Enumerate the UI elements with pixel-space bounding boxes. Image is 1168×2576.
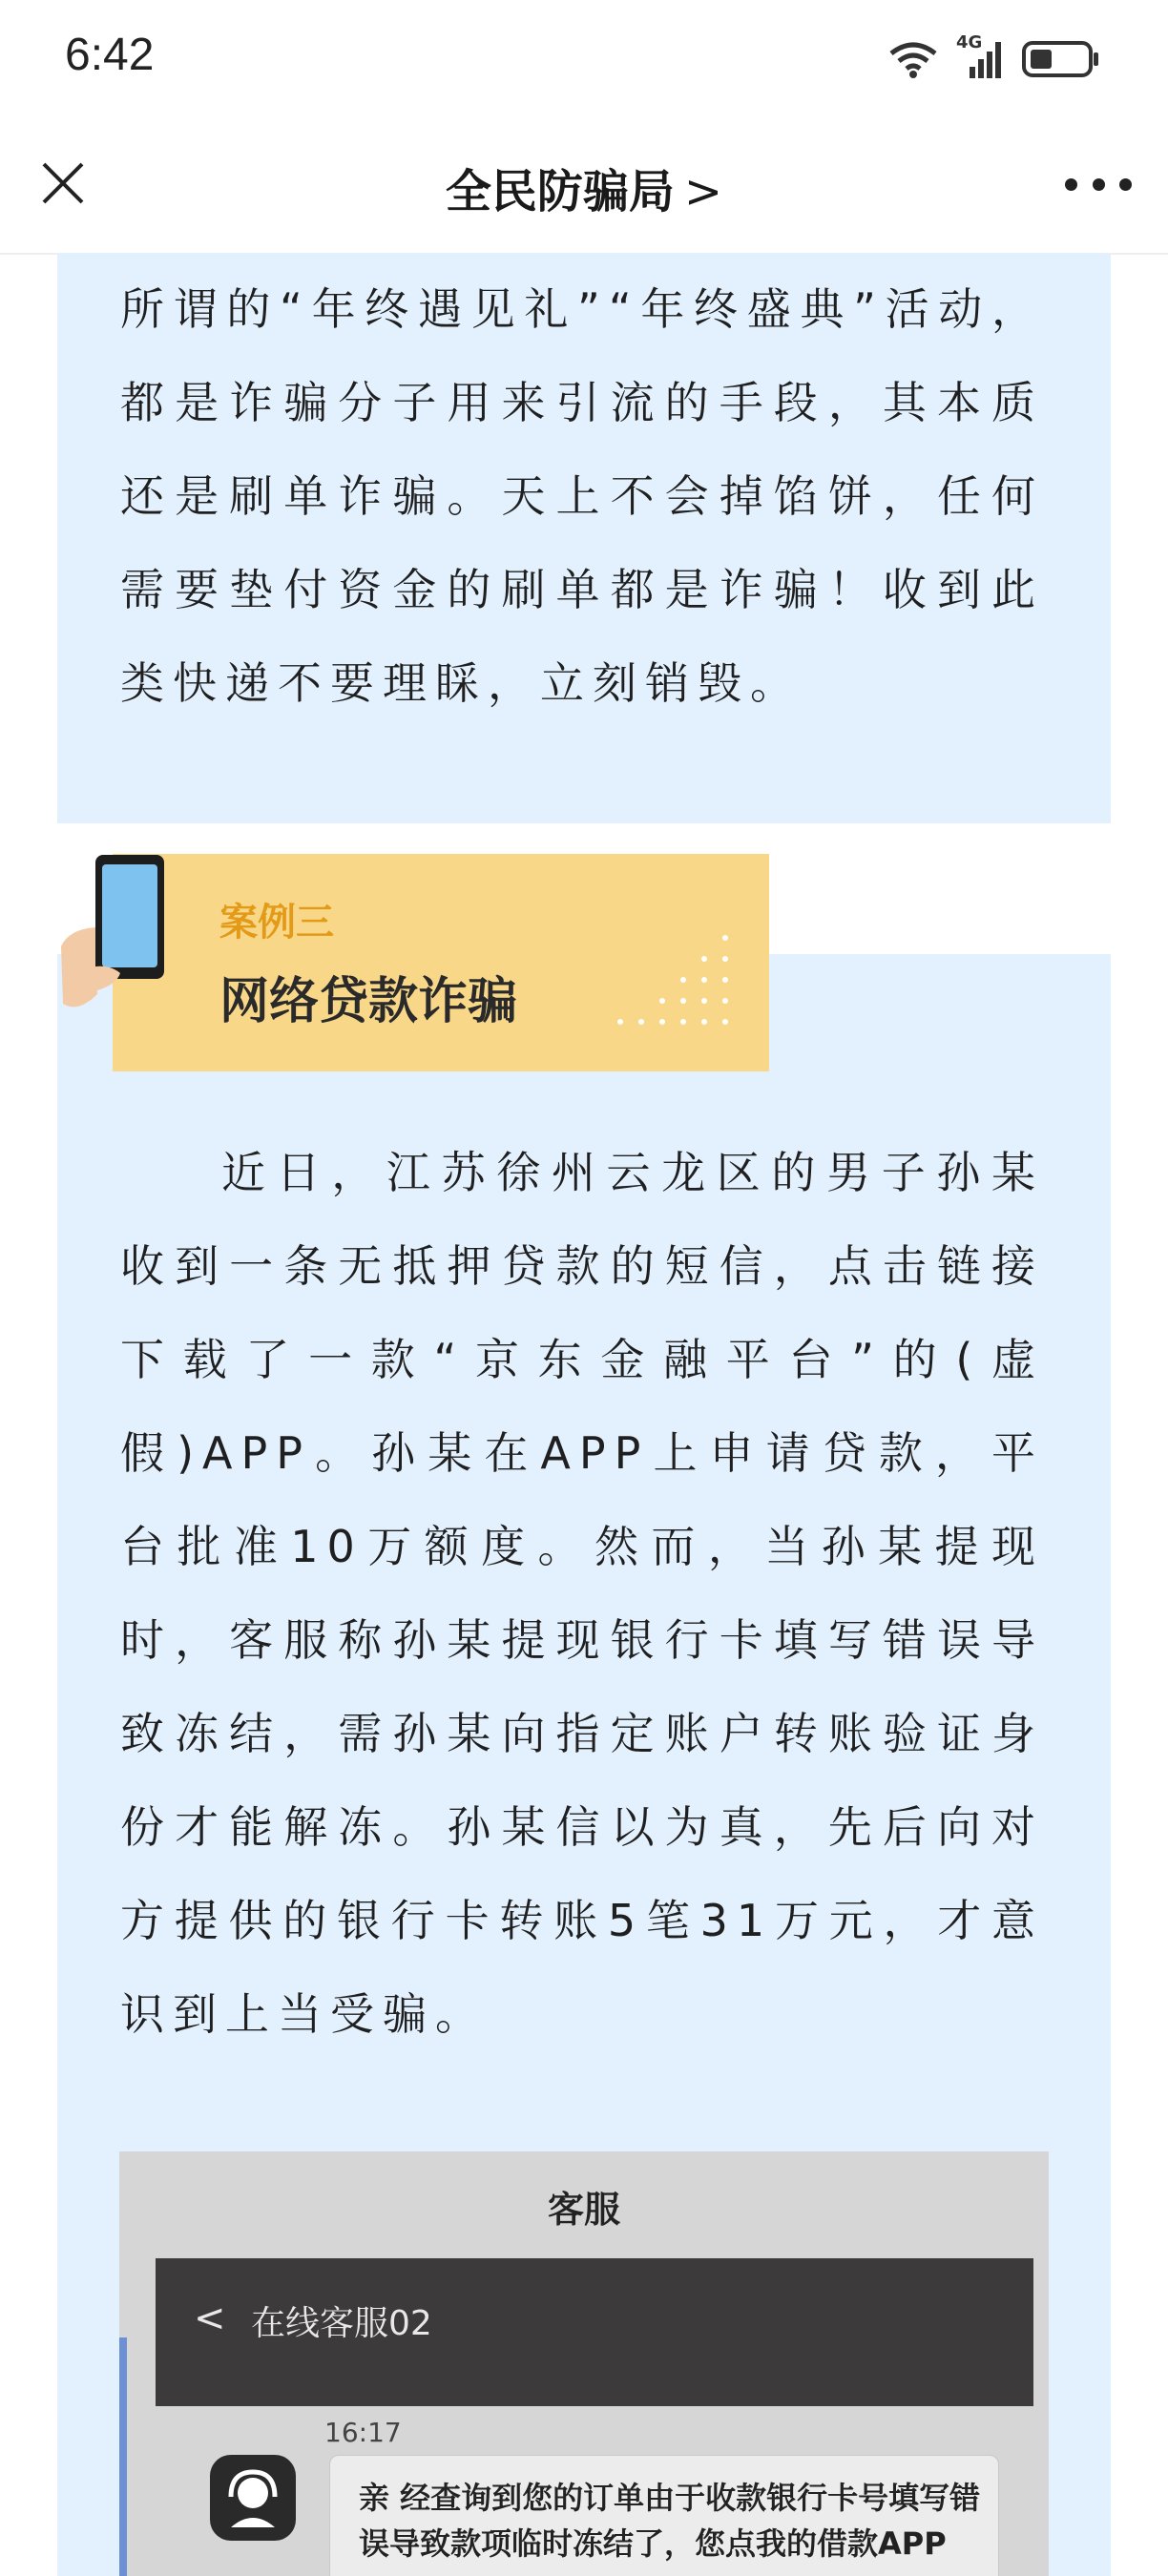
more-dot	[1065, 178, 1077, 191]
chat-screenshot-image	[119, 2151, 1049, 2576]
page-title[interactable]	[0, 155, 1168, 220]
case-header	[113, 854, 769, 1071]
chat-screenshot-header	[119, 2151, 1049, 2256]
nav-bar	[0, 114, 1168, 255]
chat-screenshot-title: 客服	[547, 2189, 620, 2231]
chat-message-text: 亲 经查询到您的订单由于收款银行卡号填写错误导致款项临时冻结了，您点我的借款APP	[359, 2480, 981, 2562]
chat-screenshot-topbar	[156, 2258, 1033, 2406]
chevron-right-icon: >	[683, 165, 723, 218]
back-icon: <	[194, 2296, 226, 2340]
chat-message-bubble	[329, 2455, 999, 2576]
more-icon[interactable]	[1065, 160, 1132, 208]
status-bar	[0, 0, 1168, 114]
agent-avatar	[210, 2455, 296, 2541]
headset-icon	[210, 2455, 296, 2541]
case-title: 网络贷款诈骗	[219, 973, 518, 1030]
more-dot	[1119, 178, 1132, 191]
chat-name: 在线客服02	[251, 2304, 432, 2343]
battery-icon	[1021, 38, 1101, 80]
status-icons	[887, 31, 1101, 88]
dots-decoration	[609, 930, 733, 1045]
phone-hand-icon	[59, 851, 174, 1023]
signal-icon	[956, 32, 1004, 82]
article-paragraph-case: 近日，江苏徐州云龙区的男子孙某收到一条无抵押贷款的短信，点击链接下载了一款“京东金融平台”的(虚假)APP。孙某在APP上申请贷款，平台批准10万额度。然而，当孙某提现时，客服称孙某提现银行卡填写错误导致冻结，需孙某向指定账户转账验证身份才能解冻。孙某信以为真，先后向对方提供的银行卡转账5笔31万元，才意识到上当受骗。	[120, 1147, 1044, 2040]
chat-screenshot-edge	[119, 2337, 127, 2576]
network-type: 4G	[956, 32, 983, 52]
wifi-icon	[887, 40, 939, 78]
article-paragraph-top: 所谓的“年终遇见礼”“年终盛典”活动，都是诈骗分子用来引流的手段，其本质还是刷单诈骗。天上不会掉馅饼，任何需要垫付资金的刷单都是诈骗！收到此类快递不要理睬，立刻销毁。	[120, 283, 1044, 709]
case-label: 案例三	[219, 901, 334, 945]
status-time: 6:42	[65, 30, 155, 80]
more-dot	[1093, 178, 1105, 191]
chat-time: 16:17	[324, 2417, 402, 2448]
page-title-text: 全民防骗局	[445, 165, 675, 218]
